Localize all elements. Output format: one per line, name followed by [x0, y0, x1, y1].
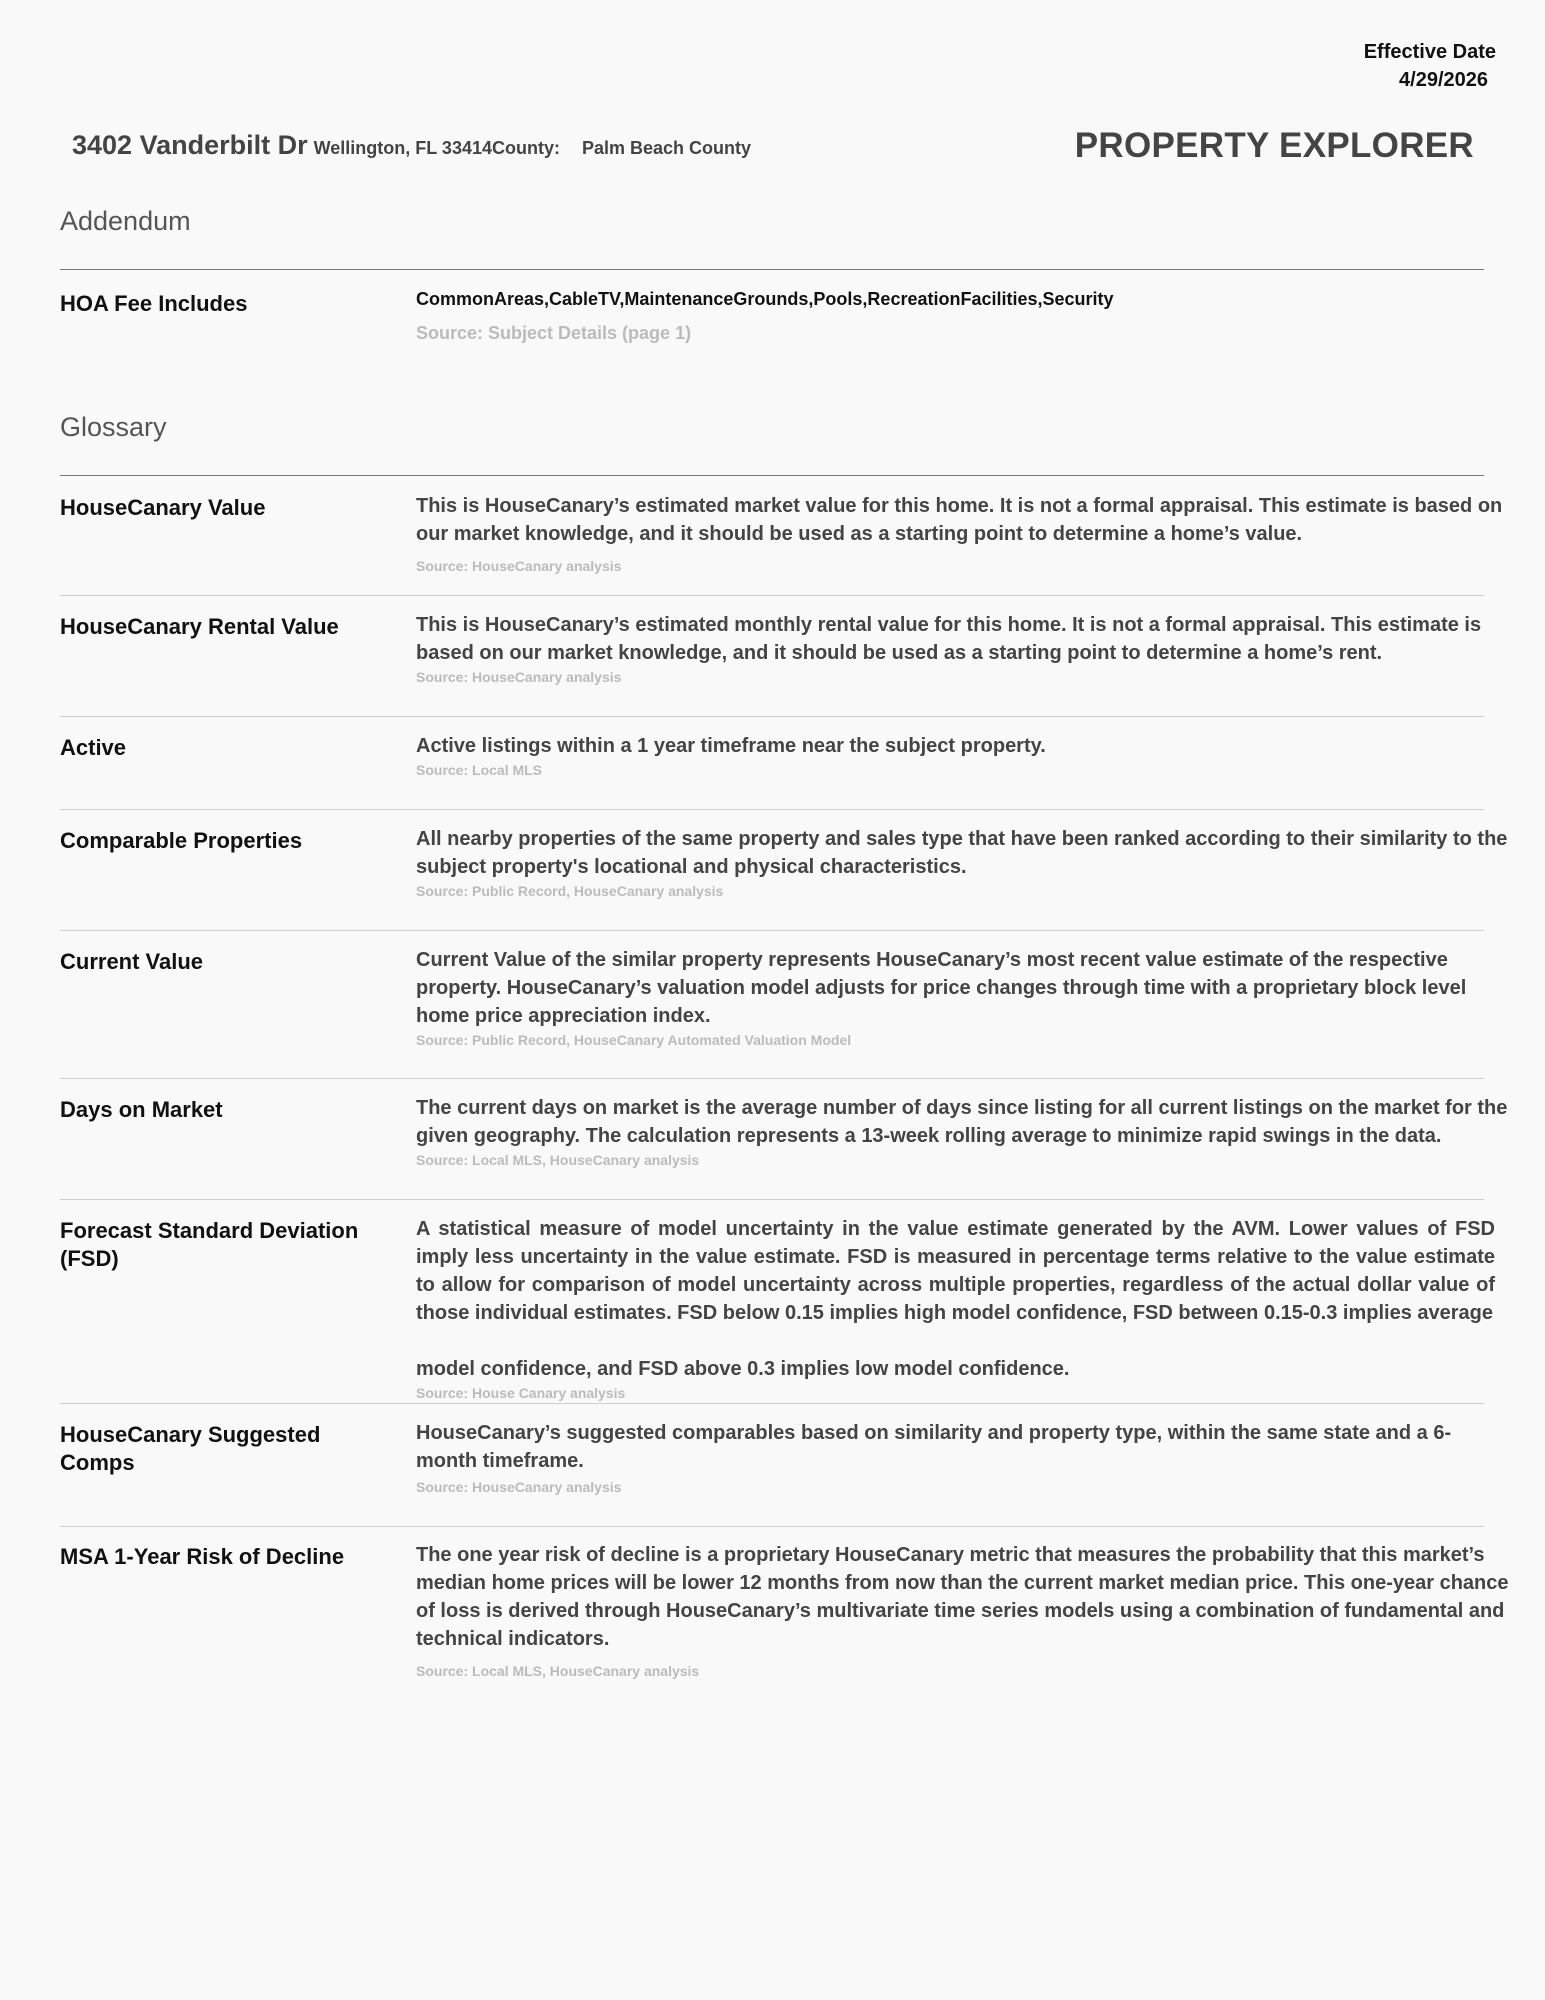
- glossary-rule: [60, 475, 1484, 476]
- glossary-source: Source: HouseCanary analysis: [416, 558, 622, 574]
- glossary-definition-line: All nearby properties of the same property and sales type that have been ranked according to their similarity to the: [416, 828, 1508, 850]
- glossary-term: HouseCanary Suggested Comps: [60, 1422, 321, 1475]
- glossary-term: Days on Market: [60, 1097, 223, 1122]
- glossary-source: Source: House Canary analysis: [416, 1385, 626, 1401]
- glossary-definition-line: based on our market knowledge, and it should be used as a starting point to determine a home’s rent.: [416, 642, 1383, 664]
- row-divider: [60, 1199, 1484, 1200]
- hoa-source: Source: Subject Details (page 1): [416, 323, 692, 343]
- glossary-definition-line: Active listings within a 1 year timeframe near the subject property.: [416, 735, 1046, 757]
- glossary-term: MSA 1-Year Risk of Decline: [60, 1544, 345, 1569]
- county-name: Palm Beach County: [581, 138, 752, 158]
- effective-date-label: Effective Date: [1363, 41, 1496, 63]
- glossary-title: Glossary: [60, 412, 167, 442]
- glossary-definition-line: of loss is derived through HouseCanary’s multivariate time series models using a combination of fundamental and: [416, 1600, 1505, 1622]
- address-street: 3402 Vanderbilt Dr: [72, 130, 308, 160]
- glossary-definition-line: This is HouseCanary’s estimated monthly rental value for this home. It is not a formal appraisal. This estimate is: [416, 614, 1482, 636]
- glossary-definition-line: property. HouseCanary’s valuation model adjusts for price changes through time with a proprietary block level: [416, 977, 1467, 999]
- effective-date-value: 4/29/2026: [1399, 69, 1488, 91]
- county-label: County:: [491, 138, 560, 158]
- row-divider: [60, 930, 1484, 931]
- property-address: [72, 130, 751, 161]
- glossary-source: Source: Public Record, HouseCanary analysis: [416, 883, 724, 899]
- row-divider: [60, 1403, 1484, 1404]
- row-divider: [60, 1526, 1484, 1527]
- glossary-term: HouseCanary Rental Value: [60, 614, 339, 639]
- row-divider: [60, 1078, 1484, 1079]
- row-divider: [60, 809, 1484, 810]
- row-divider: [60, 716, 1484, 717]
- hoa-term: HOA Fee Includes: [60, 291, 248, 316]
- address-city-state-zip: Wellington, FL 33414: [313, 138, 492, 158]
- glossary-source: Source: Public Record, HouseCanary Automated Valuation Model: [416, 1032, 852, 1048]
- product-title: PROPERTY EXPLORER: [1074, 126, 1474, 165]
- glossary-definition-line: technical indicators.: [416, 1628, 610, 1650]
- glossary-definition-line: given geography. The calculation represents a 13-week rolling average to minimize rapid swings in the data.: [416, 1125, 1442, 1147]
- glossary-source: Source: Local MLS, HouseCanary analysis: [416, 1152, 700, 1168]
- glossary-definition-line: subject property's locational and physical characteristics.: [416, 856, 967, 878]
- glossary-source: Source: HouseCanary analysis: [416, 1479, 622, 1495]
- glossary-source: Source: Local MLS: [416, 762, 543, 778]
- glossary-source: Source: Local MLS, HouseCanary analysis: [416, 1663, 700, 1679]
- glossary-definition-line: This is HouseCanary’s estimated market value for this home. It is not a formal appraisal. This estimate is based on: [416, 495, 1503, 517]
- glossary-definition-line: month timeframe.: [416, 1450, 584, 1472]
- glossary-definition-line: The one year risk of decline is a proprietary HouseCanary metric that measures the probability that this market’s: [416, 1544, 1485, 1566]
- glossary-term: Forecast Standard Deviation (FSD): [60, 1218, 359, 1271]
- glossary-definition-line: Current Value of the similar property represents HouseCanary’s most recent value estimate of the respective: [416, 949, 1448, 971]
- glossary-definition-line: The current days on market is the average number of days since listing for all current listings on the market for the: [416, 1097, 1508, 1119]
- glossary-definition-line: median home prices will be lower 12 months from now than the current market median price. This one-year chance: [416, 1572, 1509, 1594]
- row-divider: [60, 595, 1484, 596]
- glossary-term: Active: [60, 735, 127, 760]
- addendum-title: Addendum: [60, 206, 191, 236]
- glossary-definition-line: home price appreciation index.: [416, 1005, 711, 1027]
- glossary-term: HouseCanary Value: [60, 495, 266, 520]
- addendum-rule: [60, 269, 1484, 270]
- glossary-definition-line: HouseCanary’s suggested comparables based on similarity and property type, within the same state and a 6-: [416, 1422, 1452, 1444]
- glossary-definition-line: model confidence, and FSD above 0.3 implies low model confidence.: [416, 1358, 1070, 1380]
- effective-date-block: [1364, 38, 1496, 94]
- glossary-term: Current Value: [60, 949, 204, 974]
- glossary-source: Source: HouseCanary analysis: [416, 669, 622, 685]
- glossary-definition-paragraph: A statistical measure of model uncertainty in the value estimate generated by the AVM. Lower values of FSD imply less uncertainty in the value estimate. FSD is measured in percentage terms relative to the value estimate to allow for comparison of model uncertainty across multiple properties, regardless of the actual dollar value of those individual estimates. FSD below 0.15 implies high model confidence, FSD between 0.15-0.3 implies average: [416, 1218, 1495, 1324]
- glossary-term: Comparable Properties: [60, 828, 303, 853]
- hoa-value: CommonAreas,CableTV,MaintenanceGrounds,Pools,RecreationFacilities,Security: [416, 289, 1114, 309]
- glossary-definition-line: our market knowledge, and it should be used as a starting point to determine a home’s value.: [416, 523, 1303, 545]
